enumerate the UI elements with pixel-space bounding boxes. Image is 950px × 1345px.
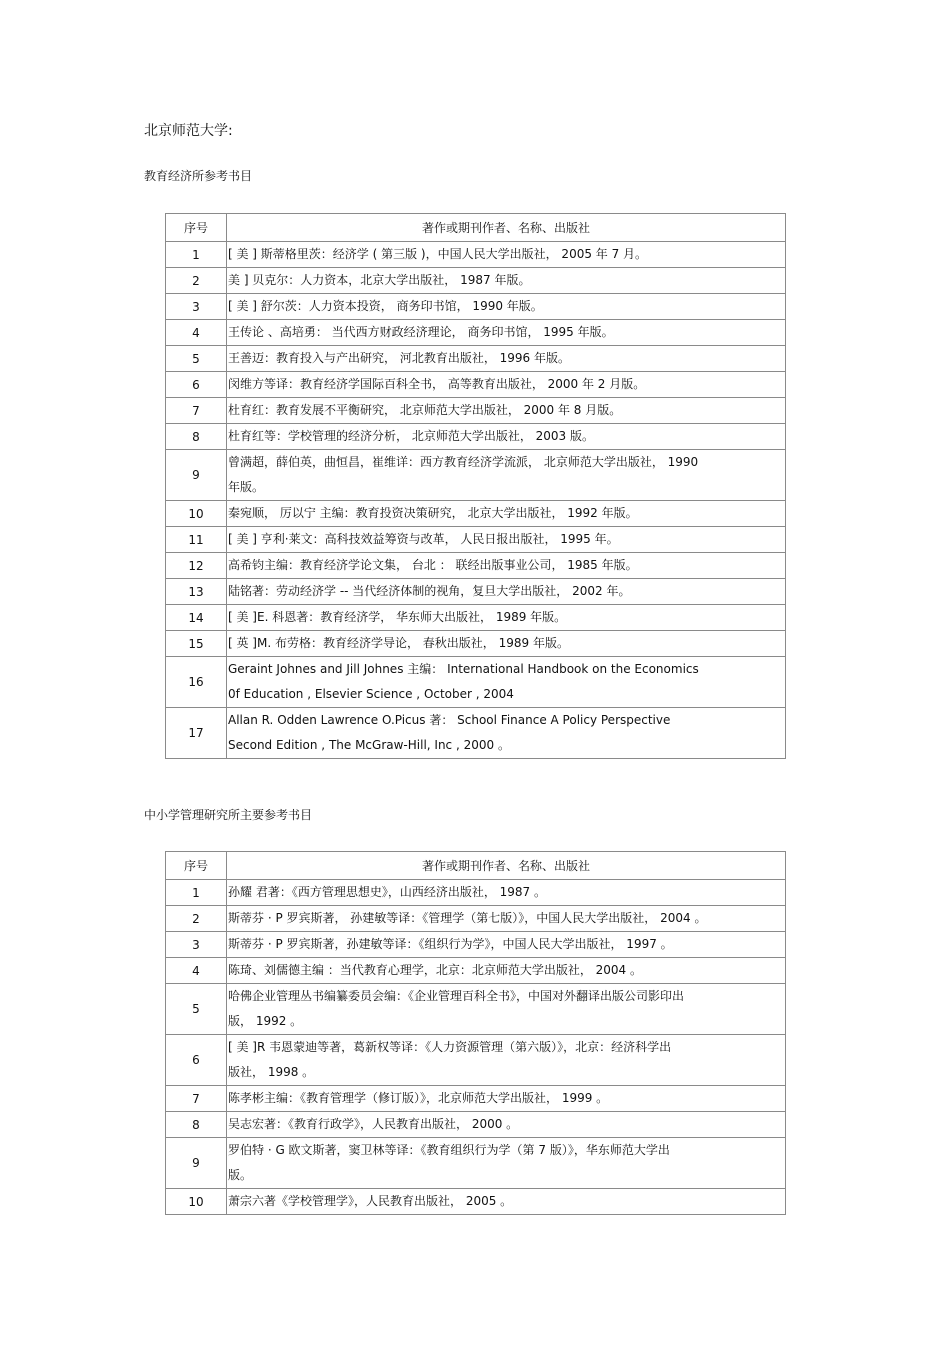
column-header-description: 著作或期刊作者、名称、出版社	[227, 214, 786, 242]
row-reference-text: 哈佛企业管理丛书编纂委员会编：《企业管理百科全书》，中国对外翻译出版公司影印出 版， 1992 。	[227, 984, 786, 1035]
table-row	[166, 242, 786, 268]
row-reference-text: 杜育红等：学校管理的经济分析， 北京师范大学出版社， 2003 版。	[227, 424, 786, 450]
economics-reference-table	[165, 213, 786, 759]
row-number: 15	[166, 631, 227, 657]
row-reference-text: Geraint Johnes and Jill Johnes 主编： International Handbook on the Economics 0f Education , Elsevier Science , October , 2004	[227, 657, 786, 708]
row-reference-text: 陈琦、刘儒德主编 ：当代教育心理学，北京：北京师范大学出版社， 2004 。	[227, 958, 786, 984]
table-row	[166, 708, 786, 759]
row-reference-text: 萧宗六著《学校管理学》，人民教育出版社， 2005 。	[227, 1189, 786, 1215]
table-row	[166, 605, 786, 631]
row-number: 3	[166, 294, 227, 320]
row-reference-text: 斯蒂芬 · P 罗宾斯著， 孙建敏等译：《管理学（第七版）》，中国人民大学出版社， 2004 。	[227, 906, 786, 932]
row-reference-text: 王传论 、高培勇： 当代西方财政经济理论， 商务印书馆， 1995 年版。	[227, 320, 786, 346]
table-row	[166, 984, 786, 1035]
row-number: 8	[166, 424, 227, 450]
row-number: 4	[166, 320, 227, 346]
table-row	[166, 1112, 786, 1138]
table-row	[166, 268, 786, 294]
table-row	[166, 294, 786, 320]
row-reference-text: 吴志宏著：《教育行政学》，人民教育出版社， 2000 。	[227, 1112, 786, 1138]
table-row	[166, 880, 786, 906]
table-header-row	[166, 852, 786, 880]
table-row	[166, 320, 786, 346]
row-number: 14	[166, 605, 227, 631]
table-row	[166, 1035, 786, 1086]
row-number: 10	[166, 1189, 227, 1215]
row-number: 9	[166, 450, 227, 501]
row-reference-text: 斯蒂芬 · P 罗宾斯著，孙建敏等译：《组织行为学》，中国人民大学出版社， 1997 。	[227, 932, 786, 958]
row-reference-text: 美 ] 贝克尔：人力资本，北京大学出版社， 1987 年版。	[227, 268, 786, 294]
row-number: 4	[166, 958, 227, 984]
table-row	[166, 527, 786, 553]
table-row	[166, 424, 786, 450]
table-row	[166, 398, 786, 424]
row-number: 12	[166, 553, 227, 579]
row-number: 3	[166, 932, 227, 958]
row-reference-text: 闵维方等译：教育经济学国际百科全书， 高等教育出版社， 2000 年 2 月版。	[227, 372, 786, 398]
table-row	[166, 450, 786, 501]
row-number: 9	[166, 1138, 227, 1189]
section-heading-economics: 教育经济所参考书目	[144, 169, 253, 183]
row-number: 1	[166, 242, 227, 268]
row-number: 11	[166, 527, 227, 553]
row-number: 10	[166, 501, 227, 527]
row-reference-text: [ 英 ]M. 布劳格：教育经济学导论， 春秋出版社， 1989 年版。	[227, 631, 786, 657]
row-number: 5	[166, 346, 227, 372]
management-table-body	[166, 880, 786, 1215]
row-number: 8	[166, 1112, 227, 1138]
row-number: 5	[166, 984, 227, 1035]
row-reference-text: 陈孝彬主编：《教育管理学（修订版）》，北京师范大学出版社， 1999 。	[227, 1086, 786, 1112]
row-number: 6	[166, 372, 227, 398]
table-row	[166, 501, 786, 527]
row-reference-text: 秦宛顺， 厉以宁 主编：教育投资决策研究， 北京大学出版社， 1992 年版。	[227, 501, 786, 527]
table-header-row	[166, 214, 786, 242]
table-row	[166, 906, 786, 932]
table-row	[166, 958, 786, 984]
table-row	[166, 932, 786, 958]
row-number: 6	[166, 1035, 227, 1086]
row-reference-text: [ 美 ] 舒尔茨：人力资本投资， 商务印书馆， 1990 年版。	[227, 294, 786, 320]
row-number: 7	[166, 1086, 227, 1112]
row-reference-text: 陆铭著：劳动经济学 -- 当代经济体制的视角，复旦大学出版社， 2002 年。	[227, 579, 786, 605]
page-title: 北京师范大学:	[144, 123, 233, 139]
section-heading-management: 中小学管理研究所主要参考书目	[144, 808, 313, 822]
row-number: 17	[166, 708, 227, 759]
table-row	[166, 579, 786, 605]
row-reference-text: [ 美 ] 亨利·莱文：高科技效益筹资与改革， 人民日报出版社， 1995 年。	[227, 527, 786, 553]
column-header-number: 序号	[166, 214, 227, 242]
table-row	[166, 1138, 786, 1189]
row-reference-text: 罗伯特 · G 欧文斯著，窦卫林等译：《教育组织行为学（第 7 版）》，华东师范大学出 版。	[227, 1138, 786, 1189]
row-reference-text: 高希钧主编：教育经济学论文集， 台北 ： 联经出版事业公司， 1985 年版。	[227, 553, 786, 579]
economics-table-body	[166, 242, 786, 759]
row-reference-text: [ 美 ]E. 科恩著：教育经济学， 华东师大出版社， 1989 年版。	[227, 605, 786, 631]
management-reference-table	[165, 851, 786, 1215]
row-reference-text: [ 美 ] 斯蒂格里茨：经济学 ( 第三版 )，中国人民大学出版社， 2005 年 7 月。	[227, 242, 786, 268]
row-reference-text: 曾满超，薛伯英，曲恒昌，崔维详：西方教育经济学流派， 北京师范大学出版社， 1990 年版。	[227, 450, 786, 501]
table-row	[166, 553, 786, 579]
row-reference-text: 杜育红：教育发展不平衡研究， 北京师范大学出版社， 2000 年 8 月版。	[227, 398, 786, 424]
row-number: 2	[166, 906, 227, 932]
row-number: 2	[166, 268, 227, 294]
column-header-number: 序号	[166, 852, 227, 880]
row-reference-text: [ 美 ]R 韦恩蒙迪等著，葛新权等译：《人力资源管理（第六版）》，北京：经济科学出 版社， 1998 。	[227, 1035, 786, 1086]
table-row	[166, 631, 786, 657]
row-number: 7	[166, 398, 227, 424]
table-row	[166, 1189, 786, 1215]
row-reference-text: 王善迈：教育投入与产出研究， 河北教育出版社， 1996 年版。	[227, 346, 786, 372]
column-header-description: 著作或期刊作者、名称、出版社	[227, 852, 786, 880]
row-number: 1	[166, 880, 227, 906]
row-reference-text: 孙耀 君著：《西方管理思想史》，山西经济出版社， 1987 。	[227, 880, 786, 906]
table-row	[166, 346, 786, 372]
table-row	[166, 657, 786, 708]
row-reference-text: Allan R. Odden Lawrence O.Picus 著： School Finance A Policy Perspective Second Edition , The McGraw-Hill, Inc , 2000 。	[227, 708, 786, 759]
table-row	[166, 372, 786, 398]
row-number: 16	[166, 657, 227, 708]
row-number: 13	[166, 579, 227, 605]
table-row	[166, 1086, 786, 1112]
